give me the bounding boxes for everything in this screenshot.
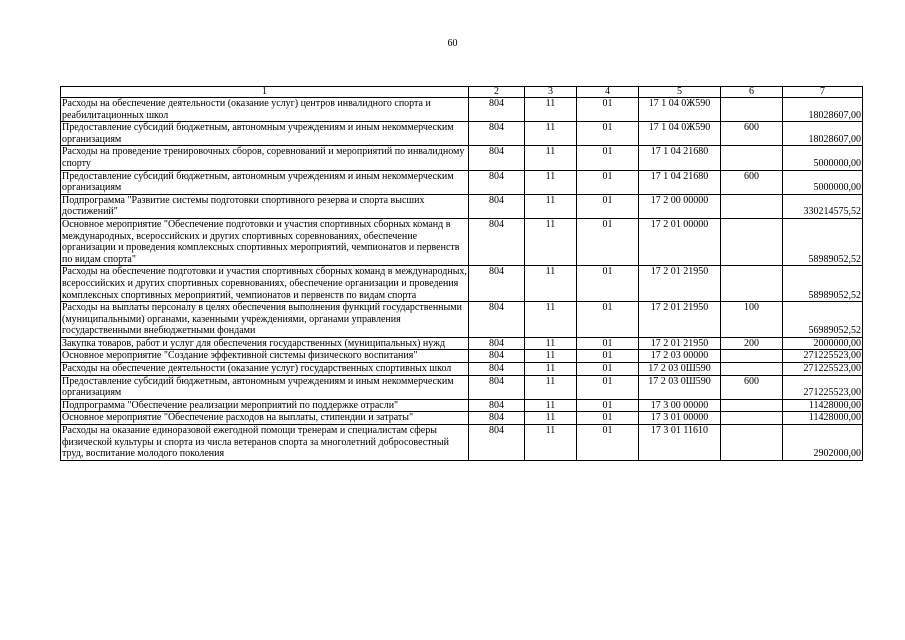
section-code: 11: [525, 337, 577, 350]
subsection-code: 01: [577, 375, 639, 399]
table-row: [61, 363, 863, 376]
item-name: Закупка товаров, работ и услуг для обеспечения государственных (муниципальных) нужд: [61, 337, 469, 350]
ministry-code: 804: [469, 350, 525, 363]
section-code: 11: [525, 425, 577, 461]
header-row: [61, 87, 863, 98]
header-cell: 5: [639, 87, 721, 98]
table-row: [61, 122, 863, 146]
subsection-code: 01: [577, 337, 639, 350]
expense-type-code: 100: [721, 302, 783, 338]
subsection-code: 01: [577, 122, 639, 146]
expense-type-code: [721, 412, 783, 425]
table-row: [61, 302, 863, 338]
header-cell: 3: [525, 87, 577, 98]
expense-type-code: 200: [721, 337, 783, 350]
amount: 2902000,00: [783, 425, 863, 461]
table-row: [61, 146, 863, 170]
target-article-code: 17 2 01 21950: [639, 337, 721, 350]
table-row: [61, 412, 863, 425]
item-name: Расходы на оказание единоразовой ежегодной помощи тренерам и специалистам сферы физической культуры и спорта из числа ветеранов спорта за многолетний добросовестный труд, воспитание молодого поколения: [61, 425, 469, 461]
target-article-code: 17 2 01 00000: [639, 218, 721, 265]
table-row: [61, 399, 863, 412]
section-code: 11: [525, 399, 577, 412]
table-row: [61, 425, 863, 461]
item-name: Основное мероприятие "Создание эффективной системы физического воспитания": [61, 350, 469, 363]
amount: 330214575,52: [783, 194, 863, 218]
section-code: 11: [525, 146, 577, 170]
item-name: Расходы на обеспечение деятельности (оказание услуг) государственных спортивных школ: [61, 363, 469, 376]
ministry-code: 804: [469, 337, 525, 350]
item-name: Предоставление субсидий бюджетным, автономным учреждениям и иным некоммерческим организациям: [61, 170, 469, 194]
header-cell: 6: [721, 87, 783, 98]
page-number: 60: [447, 38, 458, 49]
section-code: 11: [525, 302, 577, 338]
subsection-code: 01: [577, 98, 639, 122]
subsection-code: 01: [577, 350, 639, 363]
table-row: [61, 218, 863, 265]
table-row: [61, 337, 863, 350]
ministry-code: 804: [469, 266, 525, 302]
amount: 271225523,00: [783, 375, 863, 399]
table-row: [61, 375, 863, 399]
subsection-code: 01: [577, 412, 639, 425]
section-code: 11: [525, 218, 577, 265]
amount: 5000000,00: [783, 146, 863, 170]
ministry-code: 804: [469, 218, 525, 265]
item-name: Расходы на проведение тренировочных сборов, соревнований и мероприятий по инвалидному спорту: [61, 146, 469, 170]
expense-type-code: 600: [721, 170, 783, 194]
target-article-code: 17 2 03 0Ш590: [639, 363, 721, 376]
ministry-code: 804: [469, 425, 525, 461]
target-article-code: 17 1 04 0Ж590: [639, 98, 721, 122]
ministry-code: 804: [469, 399, 525, 412]
header-cell: 7: [783, 87, 863, 98]
amount: 58989052,52: [783, 266, 863, 302]
section-code: 11: [525, 266, 577, 302]
item-name: Предоставление субсидий бюджетным, автономным учреждениям и иным некоммерческим организациям: [61, 122, 469, 146]
subsection-code: 01: [577, 302, 639, 338]
ministry-code: 804: [469, 170, 525, 194]
expense-type-code: [721, 98, 783, 122]
expense-type-code: [721, 218, 783, 265]
target-article-code: 17 2 03 00000: [639, 350, 721, 363]
item-name: Расходы на выплаты персоналу в целях обеспечения выполнения функций государственными (муниципальными) органами, казенными учреждениями, органами управления государственными внебюджетными фондами: [61, 302, 469, 338]
subsection-code: 01: [577, 425, 639, 461]
item-name: Подпрограмма "Обеспечение реализации мероприятий по поддержке отрасли": [61, 399, 469, 412]
item-name: Основное мероприятие "Обеспечение подготовки и участия спортивных сборных команд в международных, всероссийских и других спортивных соревнованиях, обеспечение организации и проведения комплексных спортивных мероприятий, чемпионатов и первенств по видам спорта": [61, 218, 469, 265]
amount: 11428000,00: [783, 412, 863, 425]
item-name: Предоставление субсидий бюджетным, автономным учреждениям и иным некоммерческим организациям: [61, 375, 469, 399]
ministry-code: 804: [469, 302, 525, 338]
amount: 18028607,00: [783, 122, 863, 146]
header-cell: 4: [577, 87, 639, 98]
item-name: Расходы на обеспечение деятельности (оказание услуг) центров инвалидного спорта и реабилитационных школ: [61, 98, 469, 122]
ministry-code: 804: [469, 363, 525, 376]
subsection-code: 01: [577, 194, 639, 218]
amount: 18028607,00: [783, 98, 863, 122]
item-name: Подпрограмма "Развитие системы подготовки спортивного резерва и спорта высших достижений": [61, 194, 469, 218]
subsection-code: 01: [577, 363, 639, 376]
amount: 11428000,00: [783, 399, 863, 412]
section-code: 11: [525, 170, 577, 194]
subsection-code: 01: [577, 170, 639, 194]
target-article-code: 17 1 04 21680: [639, 170, 721, 194]
amount: 271225523,00: [783, 363, 863, 376]
expense-type-code: [721, 266, 783, 302]
expense-type-code: 600: [721, 122, 783, 146]
amount: 58989052,52: [783, 218, 863, 265]
item-name: Расходы на обеспечение подготовки и участия спортивных сборных команд в международных, всероссийских и других спортивных соревнованиях, обеспечение организации и проведения комплексных спортивных мероприятий, чемпионатов и первенств по видам спорта: [62, 266, 467, 301]
item-name: Основное мероприятие "Обеспечение расходов на выплаты, стипендии и затраты": [61, 412, 469, 425]
target-article-code: 17 1 04 21680: [639, 146, 721, 170]
subsection-code: 01: [577, 218, 639, 265]
section-code: 11: [525, 98, 577, 122]
budget-table: [60, 86, 863, 461]
ministry-code: 804: [469, 122, 525, 146]
header-cell: 2: [469, 87, 525, 98]
subsection-code: 01: [577, 399, 639, 412]
table-row: [61, 350, 863, 363]
table-row: [61, 98, 863, 122]
expense-type-code: [721, 363, 783, 376]
ministry-code: 804: [469, 146, 525, 170]
subsection-code: 01: [577, 266, 639, 302]
ministry-code: 804: [469, 412, 525, 425]
target-article-code: 17 3 00 00000: [639, 399, 721, 412]
expense-type-code: [721, 399, 783, 412]
ministry-code: 804: [469, 375, 525, 399]
section-code: 11: [525, 194, 577, 218]
expense-type-code: [721, 194, 783, 218]
target-article-code: 17 3 01 11610: [639, 425, 721, 461]
expense-type-code: [721, 425, 783, 461]
target-article-code: 17 2 00 00000: [639, 194, 721, 218]
header-cell: 1: [61, 87, 469, 98]
expense-type-code: [721, 146, 783, 170]
section-code: 11: [525, 350, 577, 363]
amount: 5000000,00: [783, 170, 863, 194]
target-article-code: 17 2 03 0Ш590: [639, 375, 721, 399]
target-article-code: 17 3 01 00000: [639, 412, 721, 425]
amount: 56989052,52: [783, 302, 863, 338]
target-article-code: 17 1 04 0Ж590: [639, 122, 721, 146]
target-article-code: 17 2 01 21950: [639, 266, 721, 302]
target-article-code: 17 2 01 21950: [639, 302, 721, 338]
amount: 2000000,00: [783, 337, 863, 350]
ministry-code: 804: [469, 194, 525, 218]
ministry-code: 804: [469, 98, 525, 122]
table-row: [61, 266, 863, 302]
subsection-code: 01: [577, 146, 639, 170]
amount: 271225523,00: [783, 350, 863, 363]
section-code: 11: [525, 122, 577, 146]
expense-type-code: [721, 350, 783, 363]
section-code: 11: [525, 412, 577, 425]
section-code: 11: [525, 363, 577, 376]
table-row: [61, 170, 863, 194]
section-code: 11: [525, 375, 577, 399]
table-row: [61, 194, 863, 218]
expense-type-code: 600: [721, 375, 783, 399]
